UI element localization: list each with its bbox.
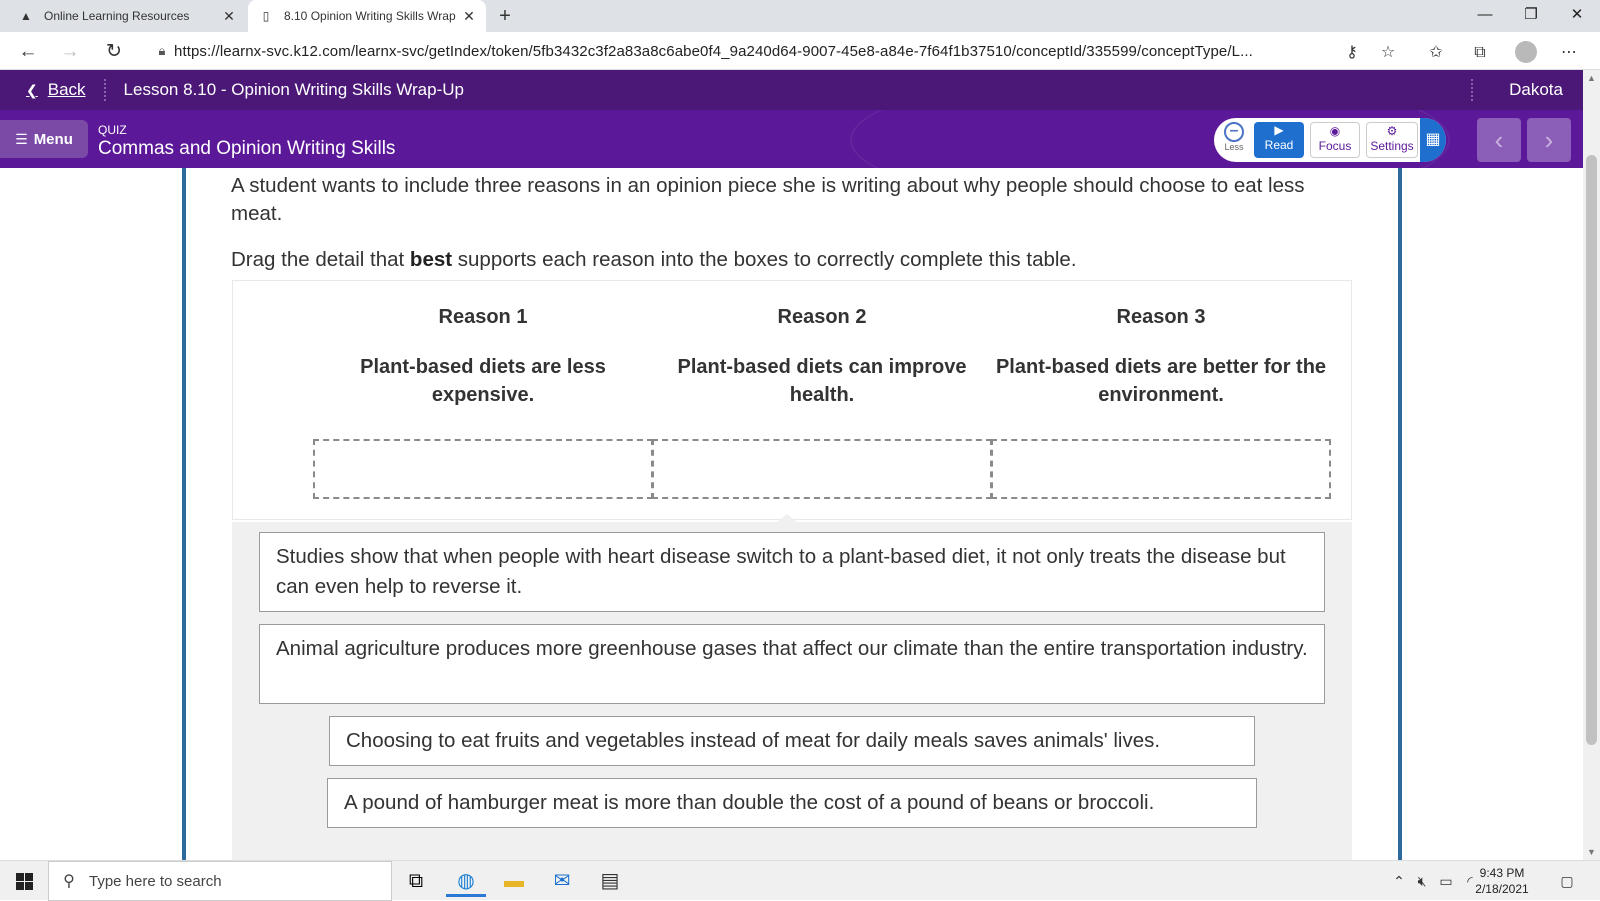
restore-button[interactable]: ❐ (1524, 6, 1538, 23)
scroll-up-icon[interactable]: ▲ (1587, 73, 1596, 83)
menu-button[interactable] (0, 120, 88, 158)
menu-label: Menu (33, 130, 73, 148)
lesson-title: Lesson 8.10 - Opinion Writing Skills Wrap-Up (123, 80, 464, 99)
reason-text: Plant-based diets can improve health. (677, 356, 967, 406)
chevron-up-icon[interactable]: ⌃ (1393, 873, 1405, 889)
focus-button[interactable] (1310, 122, 1360, 158)
draggable-option-1[interactable]: Studies show that when people with heart disease switch to a plant-based diet, it not only treats the disease but can even help to reverse it. (259, 532, 1325, 612)
windows-logo-icon (16, 873, 33, 890)
scroll-down-icon[interactable]: ▼ (1587, 847, 1596, 857)
draggable-option-3[interactable]: Choosing to eat fruits and vegetables instead of meat for daily meals saves animals' lives. (329, 716, 1255, 766)
drop-zone-reason-2[interactable] (652, 439, 992, 499)
mail-icon[interactable]: ✉ (553, 870, 571, 892)
previous-page-button[interactable]: ‹ (1477, 118, 1521, 162)
back-label: Back (47, 80, 86, 99)
windows-taskbar (0, 860, 1600, 900)
less-button[interactable] (1216, 122, 1252, 158)
lesson-header (0, 70, 1583, 110)
less-label: Less (1224, 142, 1244, 152)
question-content (0, 168, 1583, 860)
back-link[interactable] (26, 80, 86, 100)
start-button[interactable] (0, 861, 48, 901)
user-name[interactable]: Dakota (1509, 80, 1563, 99)
reading-tools (1214, 118, 1446, 162)
new-tab-button[interactable]: + (499, 5, 511, 27)
quiz-header (0, 110, 1583, 168)
column-header: Reason 2 (777, 306, 867, 328)
notifications-icon[interactable]: ▢ (1560, 873, 1574, 889)
close-icon[interactable]: ✕ (463, 7, 475, 24)
divider (104, 79, 106, 101)
question-prompt: A student wants to include three reasons in an opinion piece she is writing about why people should choose to eat less meat. (231, 174, 1305, 225)
task-view-icon[interactable]: ⧉ (408, 870, 424, 892)
draggable-option-4[interactable]: A pound of hamburger meat is more than double the cost of a pound of beans or broccoli. (327, 778, 1257, 828)
taskbar-search[interactable] (48, 861, 392, 901)
page-scrollbar[interactable] (1583, 70, 1600, 860)
gear-icon: ⚙ (1386, 124, 1398, 138)
volume-muted-icon[interactable]: 🔇︎ (1417, 873, 1427, 889)
page-icon: ▯ (262, 9, 270, 23)
hamburger-icon: ☰ (15, 130, 28, 147)
question-instruction (231, 246, 1351, 274)
instruction-text: supports each reason into the boxes to correctly complete this table. (452, 248, 1077, 271)
read-button[interactable] (1254, 122, 1304, 158)
eye-icon: ◉ (1329, 124, 1341, 138)
url-text: https://learnx-svc.k12.com/learnx-svc/getIndex/token/5fb3432c3f2a83a8c6abe0f4_9a240d64-9007-45e8-a84e-7f64f1b37510/conceptId/335599/conceptType/L... (174, 42, 1253, 60)
quiz-title: Commas and Opinion Writing Skills (98, 138, 396, 159)
drop-zone-reason-1[interactable] (313, 439, 653, 499)
answer-bank-pointer (775, 514, 799, 524)
reason-table (232, 280, 1352, 520)
browser-tab-online-learning[interactable] (8, 0, 246, 32)
play-icon: ▶ (1274, 123, 1284, 137)
next-page-button[interactable]: › (1527, 118, 1571, 162)
tab-title: 8.10 Opinion Writing Skills Wrap (284, 9, 456, 23)
profile-avatar[interactable] (1515, 41, 1537, 63)
grid-menu-icon[interactable]: ▦ (1420, 118, 1446, 162)
url-field[interactable] (150, 36, 1400, 66)
tab-title: Online Learning Resources (44, 9, 190, 23)
instruction-emphasis: best (409, 248, 453, 271)
settings-label: Settings (1370, 139, 1414, 153)
wifi-icon[interactable]: ◜ (1467, 873, 1473, 889)
search-placeholder: Type here to search (89, 872, 222, 890)
app-icon[interactable]: ▤ (600, 870, 620, 892)
tree-icon: ▲ (20, 9, 32, 23)
quiz-type-label: QUIZ (98, 123, 127, 137)
reason-text: Plant-based diets are better for the environment. (995, 356, 1327, 406)
system-clock[interactable] (1467, 865, 1537, 897)
battery-icon[interactable]: ▭ (1439, 873, 1453, 889)
browser-tab-opinion-writing[interactable] (248, 0, 486, 32)
key-icon[interactable]: ⚷ (1346, 44, 1358, 61)
read-label: Read (1264, 138, 1294, 152)
close-window-button[interactable]: ✕ (1570, 6, 1584, 23)
divider (1471, 79, 1473, 101)
settings-button[interactable] (1366, 122, 1418, 158)
browser-tab-strip (0, 0, 1600, 32)
chevron-left-icon: ❮ (26, 81, 38, 98)
column-header: Reason 3 (1116, 306, 1206, 328)
answer-bank (232, 522, 1352, 860)
clock-date: 2/18/2021 (1475, 882, 1529, 896)
drop-zone-reason-3[interactable] (991, 439, 1331, 499)
favorite-star-icon[interactable]: ☆ (1380, 44, 1396, 61)
file-explorer-icon[interactable]: ▬ (504, 870, 524, 892)
back-arrow-icon[interactable]: ← (18, 41, 38, 62)
refresh-icon[interactable]: ↻ (106, 41, 122, 62)
focus-label: Focus (1318, 139, 1352, 153)
minus-icon: – (1224, 122, 1244, 142)
edge-browser-icon[interactable]: ◍ (446, 865, 486, 897)
scroll-thumb[interactable] (1586, 155, 1597, 745)
close-icon[interactable]: ✕ (223, 7, 235, 24)
draggable-option-2[interactable]: Animal agriculture produces more greenhouse gases that affect our climate than the entire transportation industry. (259, 624, 1325, 704)
address-bar (0, 32, 1600, 70)
reason-text: Plant-based diets are less expensive. (360, 356, 606, 406)
collections-icon[interactable]: ⧉ (1474, 44, 1486, 61)
clock-time: 9:43 PM (1479, 866, 1525, 880)
favorites-icon[interactable]: ✩ (1429, 44, 1443, 61)
more-options-icon[interactable]: ⋯ (1561, 44, 1577, 61)
lock-icon[interactable]: 🔒︎ (158, 43, 166, 58)
column-header: Reason 1 (438, 306, 528, 328)
minimize-button[interactable]: — (1477, 6, 1493, 23)
forward-arrow-icon[interactable]: → (60, 41, 80, 62)
instruction-text: Drag the detail that (231, 248, 410, 271)
search-icon: ⚲ (63, 873, 75, 890)
